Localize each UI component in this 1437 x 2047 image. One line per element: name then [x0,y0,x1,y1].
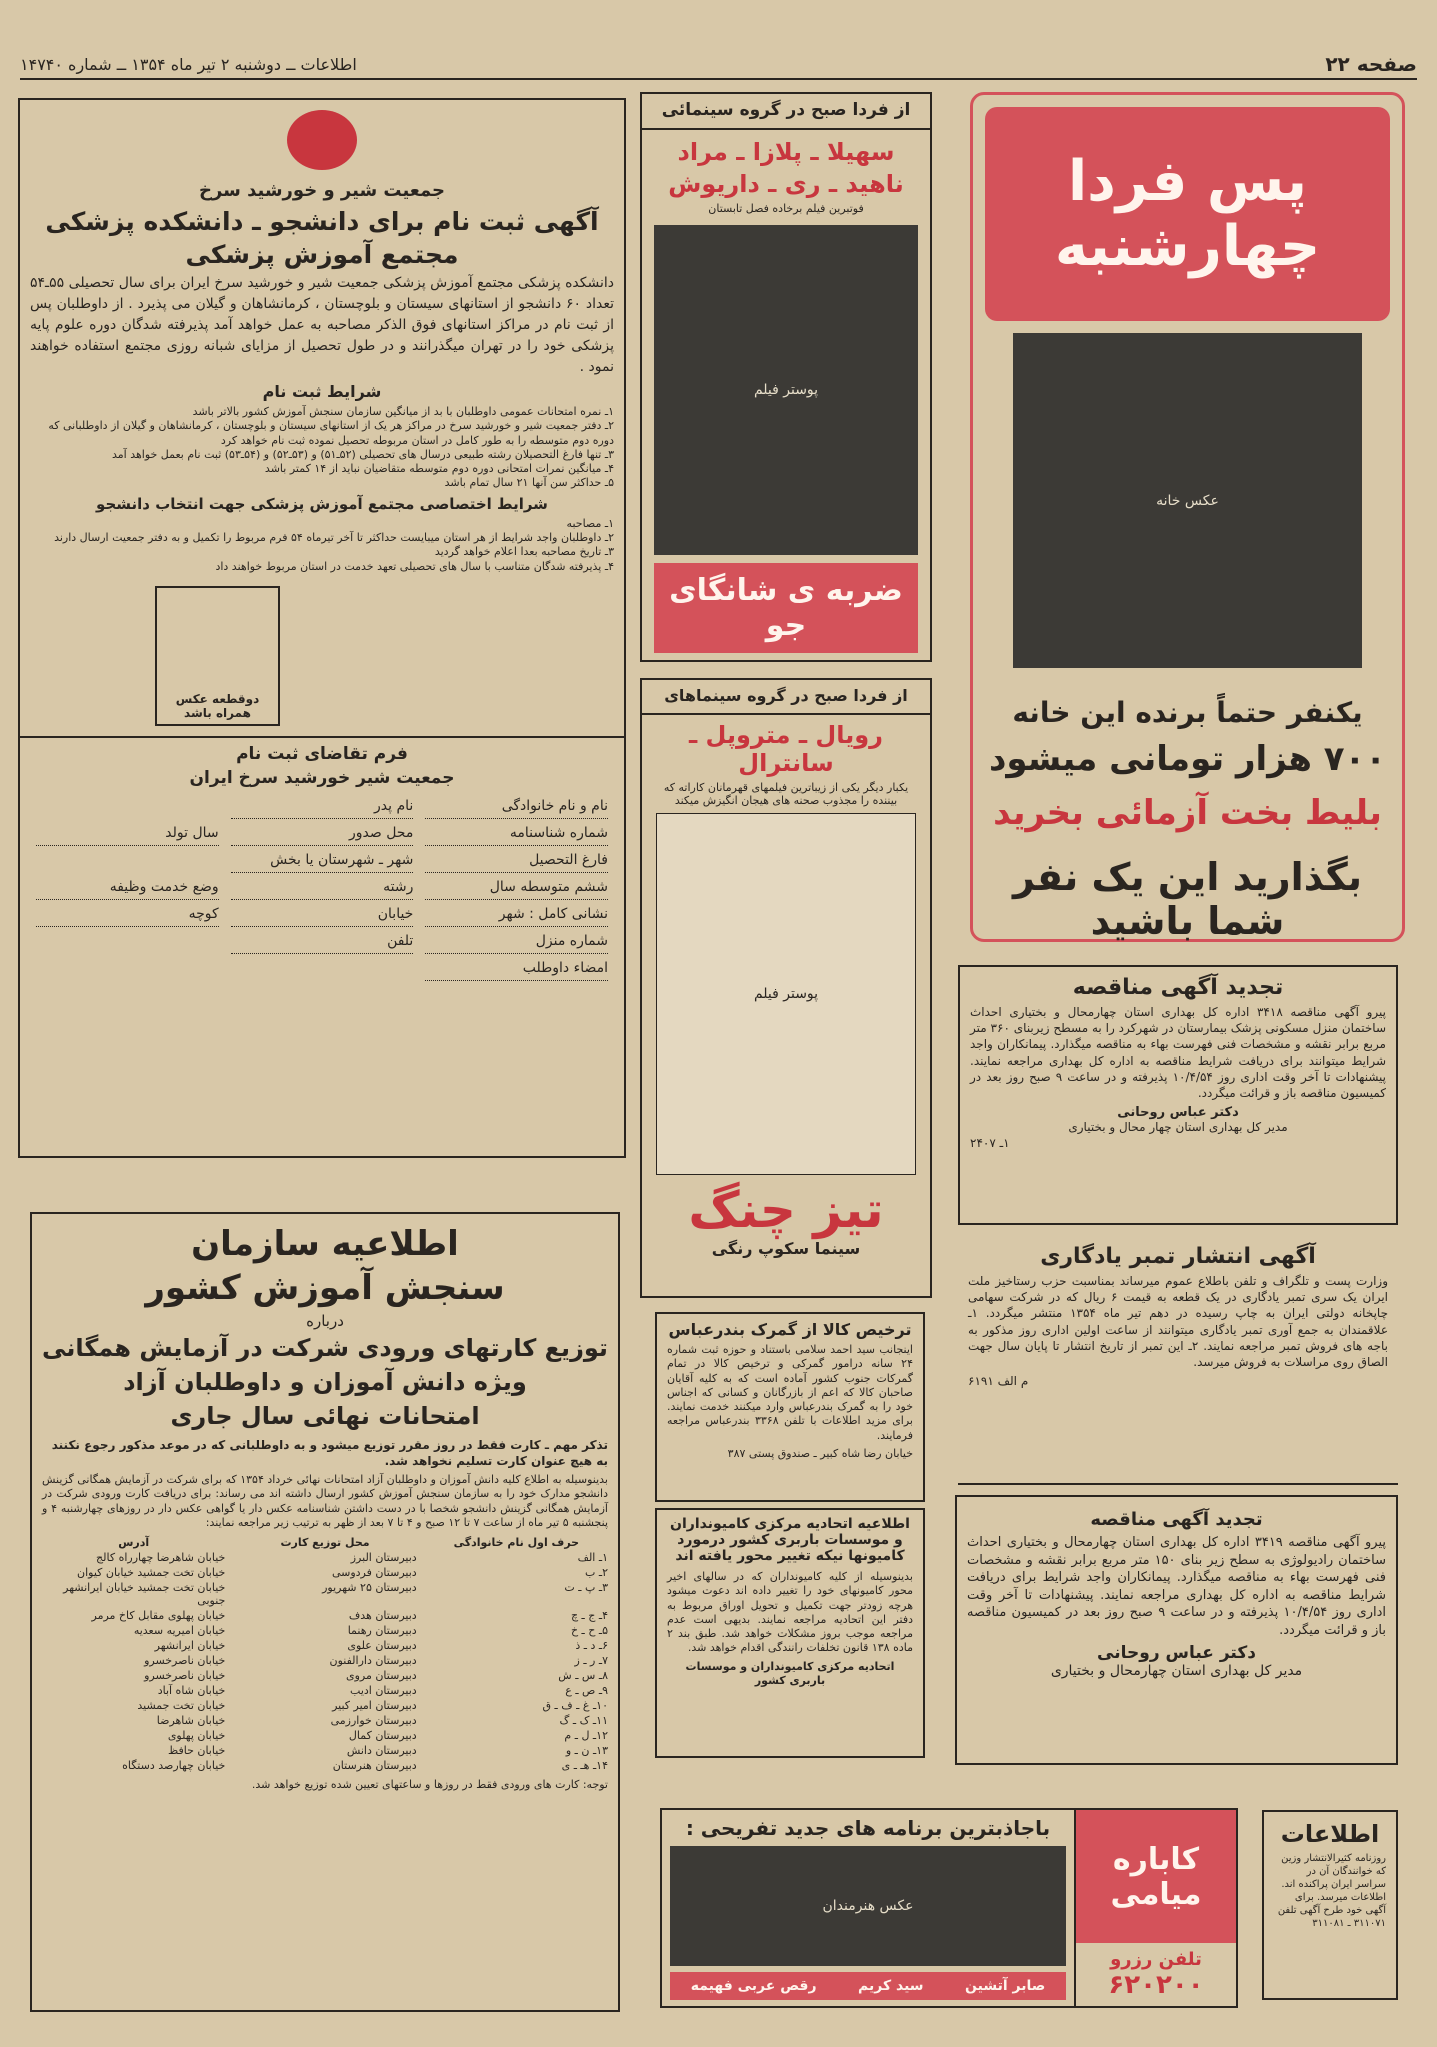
sanjesh-title3: توزیع کارتهای ورودی شرکت در آزمایش همگانی [42,1334,608,1362]
table-cell: ۱۲ـ ل ـ م [564,1729,608,1743]
table-cell: خیابان حافظ [168,1744,226,1758]
form-field[interactable]: تلفن [231,933,414,954]
table-cell: خیابان شاهرضا چهارراه کالج [96,1551,226,1565]
cinema2-subtitle: سینما سکوپ رنگی [711,1239,861,1258]
cinema-ad-1 [640,92,932,662]
tender2-sign2: مدیر کل بهداری استان چهارمحال و بختیاری [1050,1663,1303,1680]
table-cell: دبیرستان فردوسی [331,1566,417,1580]
sanjesh-notice [30,1212,620,2012]
sanjesh-body: بدینوسیله به اطلاع کلیه دانش آموزان و داوطلبان آزاد امتحانات نهائی خرداد ۱۳۵۴ که برای شرکت در آزمایش همگانی گزینش دانشجو مدارک خود را به سازمان سنجش آموزش کشور ارسال داشته اند می رساند: برای دریافت کارت ورودی شرکت در آزمایش همگانی گزینش دانشجو شخصا با در دست داشتن شناسنامه عکس دار یا گواهی عکس دار در روزهای چهارشنبه ۴ و پنجشنبه ۵ تیر ماه از ساعت ۷ تا ۱۲ صبح و ۴ تا ۷ بعد از ظهر به ترتیب زیر مراجعه نمایند: [42,1473,608,1530]
customs-title: ترخیص کالا از گمرک بندرعباس [668,1320,912,1339]
photo-placeholder-box: دوقطعه عکس همراه باشد [155,586,280,726]
form-title: فرم تقاضای ثبت نام [236,743,408,764]
tender2-sign1: دکتر عباس روحانی [1097,1643,1256,1664]
tender2-title: تجدید آگهی مناقصه [1090,1509,1263,1530]
stamp-code: م الف ۶۱۹۱ [968,1374,1029,1389]
sanjesh-note: تذکر مهم ـ کارت فقط در روز مقرر توزیع میشود و به داوطلبانی که در موعد مذکور رجوع نکنند به هیچ عنوان کارت تسلیم نخواهد شد. [51,1438,608,1468]
table-cell: ۷ـ ر ـ ز [574,1654,608,1668]
truckers-title: اطلاعیه اتحادیه مرکزی کامیونداران و موسسات باربری کشور درمورد کامیونها نیکه تغییر محور یافته اند [670,1516,910,1564]
form-field[interactable]: شماره شناسنامه [425,825,608,846]
table-cell: خیابان چهارصد دستگاه [122,1759,226,1773]
form-org: جمعیت شیر خورشید سرخ ایران [189,767,455,788]
form-field[interactable]: سال تولد [36,825,219,846]
masthead-info: اطلاعات ــ دوشنبه ۲ تیر ماه ۱۳۵۴ ــ شماره ۱۴۷۴۰ [20,54,357,74]
performer-3: رقص عربی فهیمه [690,1978,817,1994]
performer-1: صابر آتشین [965,1978,1046,1994]
form-field[interactable]: نام و نام خانوادگی [425,798,608,819]
table-cell: ۲ـ ب [585,1566,608,1580]
redlion-special-title: شرایط اختصاصی مجتمع آموزش پزشکی جهت انتخاب دانشجو [96,494,548,513]
cinema1-tagline: فوتبرین فیلم برخاده فصل تابستان [708,202,864,215]
table-cell: دبیرستان خوارزمی [330,1714,417,1728]
redlion-special-item: ۴ـ پذیرفته شدگان متناسب با سال های تحصیلی تعهد خدمت در استان مربوط خواهند داد [215,559,614,573]
lottery-ad [970,92,1405,942]
redlion-org: جمعیت شیر و خورشید سرخ [198,180,446,201]
tender-notice-1 [958,965,1398,1225]
masthead [20,50,1417,80]
lottery-line4: بگذارید این یک نفر شما باشید [1012,855,1363,943]
lottery-line3: بلیط بخت آزمائی بخرید [993,793,1382,833]
sanjesh-title5: امتحانات نهائی سال جاری [170,1402,480,1430]
table-cell: دبیرستان دارالفنون [329,1654,417,1668]
cabaret-side [1076,1810,1236,2006]
table-header: حرف اول نام خانوادگی [453,1536,580,1550]
ettelaat-box [1262,1810,1398,2000]
lottery-title: پس فردا چهارشنبه [985,107,1390,321]
table-header: محل توزیع کارت [280,1536,370,1550]
tender1-body: پیرو آگهی مناقصه ۳۴۱۸ اداره کل بهداری استان چهارمحال و بختیاری احداث ساختمان منزل مسکونی پزشک بیمارستان در شهرکرد را به مسطح زیربنای ۳۶۰ متر مربع برابر نقشه و مشخصات فنی فهرست بهاء به مناقصه میگذارد. پیمانکاران واجد شرایط میتوانند برای دریافت شرایط مناقصه به اداره کل بهداری مراجعه نمایند. پیشنهادات تا آخر وقت اداری روز ۱۰/۴/۵۴ پذیرفته و در ساعت ۹ صبح روز بعد در کمیسیون مناقصه باز و قرائت میگردد. [970,1005,1387,1100]
tender1-sign1: دکتر عباس روحانی [1117,1105,1239,1121]
form-field[interactable]: رشته [231,879,414,900]
table-cell: دبیرستان مروی [345,1669,417,1683]
redlion-conditions [30,405,614,491]
cabaret-name: کاباره میامی [1076,1810,1236,1943]
table-cell: ۵ـ ح ـ خ [570,1624,608,1638]
cinema1-list-a: سهیلا ـ پلازا ـ مراد [677,138,895,166]
form-field[interactable]: نشانی کامل : شهر [425,906,608,927]
divider [20,736,624,738]
cabaret-phone: ۶۲۰۲۰۰ [1108,1970,1204,2000]
table-cell: خیابان پهلوی مقابل کاخ مرمر [91,1609,226,1623]
cinema1-banner: ضربه ی شانگای جو [654,563,918,653]
house-photo: عکس خانه [1013,333,1362,668]
cinema2-tagline: یکبار دیگر یکی از زیباترین فیلمهای قهرمانان کاراته که بیننده را مجذوب صحنه های هیجان انگیزش میکند [663,781,909,807]
lottery-line2: ۷۰۰ هزار تومانی میشود [988,739,1387,779]
performer-2: سید کریم [858,1978,924,1994]
cinema1-poster: پوستر فیلم [654,225,918,555]
cabaret-main [662,1810,1076,2006]
form-field[interactable]: خیابان [231,906,414,927]
table-cell: خیابان ناصرخسرو [144,1669,226,1683]
redlion-body: دانشکده پزشکی مجتمع آموزش پزشکی جمعیت شیر و خورشید سرخ ایران برای سال تحصیلی ۵۵ـ۵۴ تعداد ۶۰ دانشجو از استانهای سیستان و بلوچستان ، کرمانشاهان و گیلان می پذیرد . از داوطلبان پس از ثبت نام در مراکز استانهای فوق الذکر مصاحبه به عمل خواهد آمد پذیرفته شدگان دوره علوم پایه پزشکی خود را در تهران میگذرانند و در طول تحصیل از مزایای شبانه روزی مجتمع استفاده خواهند نمود . [30,275,614,375]
table-cell: خیابان تخت جمشید خیابان ایرانشهر جنوبی [63,1581,226,1608]
table-cell: ۳ـ پ ـ ت [564,1581,608,1595]
registration-form [36,798,608,981]
cinema2-title: تیز چنگ [688,1181,884,1239]
table-cell: ۱۱ـ ک ـ گ [559,1714,608,1728]
lottery-line1: یکنفر حتماً برنده این خانه [1012,696,1363,729]
table-cell: خیابان امیریه سعدیه [133,1624,226,1638]
distribution-table [42,1536,608,1772]
truckers-sign: اتحادیه مرکزی کامیونداران و موسسات باربری کشور [685,1659,895,1688]
redlion-condition: ۲ـ دفتر جمعیت شیر و خورشید سرخ در مراکز هر یک از استانهای سیستان و بلوچستان ، کرمانشاهان و گیلان از داوطلبانی که دوره دوم متوسطه را به طور کامل در استان مربوطه تحصیل نموده ثبت نام خواهد کرد [48,419,614,447]
form-field[interactable]: شهر ـ شهرستان یا بخش [231,852,414,873]
redlion-condition: ۵ـ حداکثر سن آنها ۲۱ سال تمام باشد [444,476,614,490]
redlion-logo-icon [287,110,357,170]
sanjesh-title2: سنجش آموزش کشور [145,1268,505,1308]
redlion-special-item: ۳ـ تاریخ مصاحبه بعدا اعلام خواهد گردید [434,545,614,559]
redlion-condition: ۱ـ نمره امتحانات عمومی داوطلبان با بد از میانگین سازمان سنجش آموزش کشور بالاتر باشد [192,405,614,418]
tender2-body: پیرو آگهی مناقصه ۳۴۱۹ اداره کل بهداری استان چهارمحال و بختیاری احداث ساختمان رادیولوژی به سطح زیر بنای ۱۵۰ متر مربع برابر نقشه و مشخصات فنی فهرست بهاء به مناقصه میگذارد. پیمانکاران واجد شرایط برای دریافت شرایط مناقصه به اداره کل بهداری مراجعه نمایند. پیشنهادات تا آخر وقت اداری روز ۱۰/۴/۵۴ پذیرفته و در ساعت ۹ صبح روز بعد در کمیسیون مناقصه باز و قرائت میگردد. [967,1535,1386,1638]
redlion-special-item: ۱ـ مصاحبه [566,516,614,530]
ettelaat-name: اطلاعات [1280,1820,1380,1848]
stamp-body: وزارت پست و تلگراف و تلفن باطلاع عموم میرساند بمناسبت حزب رستاخیز ملت ایران یک سری تمبر یادگاری در یک قطعه به قیمت ۶ ریال که در شرکت سهامی چاپخانه دولتی ایران به چاپ رسیده در دهم تیر ماه ۱۳۵۴ منتشر میگردد. ۱ـ علاقمندان به جمع آوری تمبر یادگاری میتوانند از ساعت اولین اداری روز مذکور به باجه های فروش تمبر مراجعه نمایند. ۲ـ این تمبر از تاریخ انتشار تا پایان سال جهت الصاق روی مراسلات به فروش میرسد. [968,1274,1389,1369]
form-field[interactable]: نام پدر [231,798,414,819]
ettelaat-body: روزنامه کثیرالانتشار وزین که خوانندگان آن در سراسر ایران پراکنده اند. اطلاعات میرسد. برای آگهی خود طرح آگهی تلفن ۳۱۱۰۷۱ ـ ۳۱۱۰۸۱ [1277,1853,1386,1929]
sanjesh-footer: توجه: کارت های ورودی فقط در روزها و ساعتهای تعیین شده توزیع خواهد شد. [251,1778,608,1792]
table-header: آدرس [118,1536,150,1550]
cinema2-list: رویال ـ متروپل ـ سانترال [689,721,883,777]
tender-notice-2 [955,1495,1398,1765]
table-cell: خیابان شاهرضا [156,1714,226,1728]
table-cell: دبیرستان البرز [350,1551,417,1565]
table-cell: دبیرستان ادیب [350,1684,417,1698]
cinema-ad-2 [640,678,932,1298]
redlion-title2: مجتمع آموزش پزشکی [185,240,459,269]
sanjesh-about: درباره [306,1312,344,1330]
form-field[interactable]: فارغ التحصیل [425,852,608,873]
table-cell: دبیرستان هنرستان [332,1759,417,1773]
table-cell: دبیرستان کمال [348,1729,417,1743]
stamp-notice [958,1240,1398,1485]
table-cell: دبیرستان ۲۵ شهریور [322,1581,417,1595]
form-field[interactable]: محل صدور [231,825,414,846]
table-cell: دبیرستان علوی [347,1639,417,1653]
stamp-title: آگهی انتشار تمبر یادگاری [1040,1244,1316,1269]
redlion-title1: آگهی ثبت نام برای دانشجو ـ دانشکده پزشکی [45,207,599,236]
redlion-cond-title: شرایط ثبت نام [262,382,382,401]
table-cell: خیابان تخت جمشید [137,1699,226,1713]
sanjesh-title1: اطلاعیه سازمان [191,1224,459,1264]
cinema1-list-b: ناهید ـ ری ـ داریوش [668,170,904,198]
table-cell: ۴ـ ج ـ چ [570,1609,608,1623]
table-cell: دبیرستان امیر کبیر [332,1699,417,1713]
customs-body: اینجانب سید احمد سلامی باستناد و حوزه ثبت شماره ۲۴ سانه درامور گمرکی و ترخیص کالا در تمام گمرکات جنوب کشور آماده است که به کلیه آقایان صاحبان کالا که اعم از بازرگانان و کسانی که اجناس خود را به گمرک بندرعباس وارد میکنند خدمت نمایند. برای مزید اطلاعات با تلفن ۳۳۶۸ بندرعباس مراجعه فرمایند. [667,1343,913,1442]
table-cell: ۱۳ـ ن ـ و [565,1744,608,1758]
truckers-notice [655,1508,925,1758]
form-field[interactable]: کوچه [36,906,219,927]
table-cell: ۱۰ـ غ ـ ف ـ ق [542,1699,608,1713]
table-cell: دبیرستان دانش [346,1744,417,1758]
cinema1-intro: از فردا صبح در گروه سینمائی [642,100,930,130]
truckers-body: بدینوسیله از کلیه کامیونداران که در سالهای اخیر محور کامیونهای خود را تغییر داده اند دعوت میشود هرچه زودتر جهت تکمیل و تحویل اوراق مربوط به دفتر این اتحادیه مراجعه نمایند. بدیهی است عدم مراجعه موجب بروز مشکلات خواهد شد. طبق بند ۲ ماده ۱۳۸ قانون تخلفات رانندگی اقدام خواهد شد. [667,1570,913,1655]
cinema2-intro: از فردا صبح در گروه سینماهای [642,686,930,715]
cabaret-photos: عکس هنرمندان [670,1846,1066,1966]
form-field[interactable]: شماره منزل [425,933,608,954]
table-cell: خیابان شاه آباد [157,1684,226,1698]
table-cell: دبیرستان رهنما [347,1624,417,1638]
cabaret-phone-label: تلفن رزرو [1110,1949,1202,1970]
customs-address: خیابان رضا شاه کبیر ـ صندوق پستی ۳۸۷ [727,1447,913,1461]
table-cell: ۶ـ د ـ ذ [575,1639,608,1653]
form-field[interactable]: وضع خدمت وظیفه [36,879,219,900]
table-cell: ۹ـ ص ـ ع [565,1684,608,1698]
table-cell: خیابان ناصرخسرو [144,1654,226,1668]
redlion-condition: ۳ـ تنها فارغ التحصیلان رشته طبیعی درسال های تحصیلی (۵۲ـ۵۱) و (۵۳ـ۵۲) و (۵۴ـ۵۳) ثبت نام بعمل خواهد آمد [111,447,614,461]
cabaret-performers [670,1972,1066,2000]
table-cell: دبیرستان هدف [348,1609,417,1623]
table-cell: ۱۴ـ هـ ـ ی [561,1759,608,1773]
tender1-code: ۱ـ ۲۴۰۷ [970,1136,1010,1151]
table-cell: خیابان تخت جمشید خیابان کیوان [77,1566,226,1580]
customs-notice [655,1312,925,1502]
table-cell: خیابان پهلوی [167,1729,226,1743]
form-field[interactable]: امضاء داوطلب [425,960,608,981]
cabaret-headline: باجاذبترین برنامه های جدید تفریحی : [685,1816,1051,1840]
cinema2-poster: پوستر فیلم [656,813,916,1175]
tender1-title: تجدید آگهی مناقصه [1072,975,1284,1000]
sanjesh-title4: ویژه دانش آموزان و داوطلبان آزاد [123,1368,527,1396]
table-cell: ۱ـ الف [577,1551,608,1565]
form-field[interactable]: ششم متوسطه سال [425,879,608,900]
page-number: صفحه ۲۲ [1325,52,1417,76]
redlion-special [30,517,614,574]
cabaret-ad [660,1808,1238,2008]
table-cell: ۸ـ س ـ ش [558,1669,608,1683]
table-cell: خیابان ایرانشهر [154,1639,226,1653]
redlion-condition: ۴ـ میانگین نمرات امتحانی دوره دوم متوسطه متقاضیان نباید از ۱۴ کمتر باشد [264,462,614,476]
redlion-ad [18,98,626,1158]
redlion-special-item: ۲ـ داوطلبان واجد شرایط از هر استان میبایست حداکثر تا آخر تیرماه ۵۴ فرم مربوط را تکمیل و به دفتر جمعیت ارسال دارند [54,531,614,545]
tender1-sign2: مدیر کل بهداری استان چهار محال و بختیاری [1068,1120,1288,1135]
